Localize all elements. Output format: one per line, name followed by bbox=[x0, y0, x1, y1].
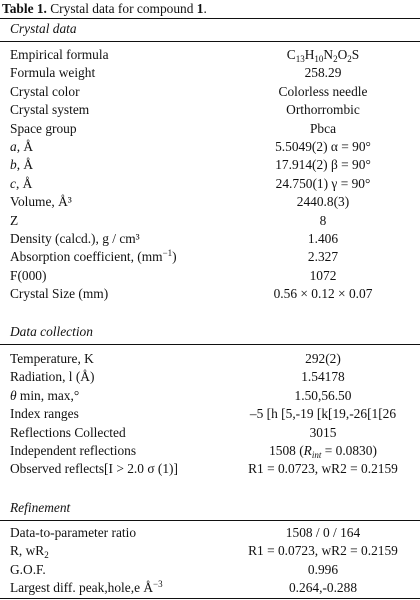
data-collection-label: Temperature, K bbox=[10, 351, 94, 366]
refinement-label: Largest diff. peak,hole,e $Å^{-3}$ bbox=[10, 579, 163, 596]
data-collection-row bbox=[0, 460, 420, 478]
refinement-value: 0.996 bbox=[307, 561, 339, 577]
refinement-label: G.O.F. bbox=[10, 561, 46, 577]
crystal-data-row bbox=[0, 175, 420, 193]
data-collection-value: R1 = 0.0723, wR2 = 0.2159 bbox=[248, 461, 398, 477]
crystal-data-label: Space group bbox=[10, 120, 77, 136]
crystal-data-value: Orthorrombic bbox=[286, 102, 360, 118]
crystal-data-value: 1072 bbox=[309, 267, 337, 283]
data-collection-row bbox=[0, 368, 420, 386]
data-collection-row bbox=[0, 424, 420, 442]
rule-collection bbox=[0, 344, 420, 345]
crystal-data-label: Density (calcd.), g / cm³ bbox=[10, 231, 140, 246]
crystal-data-row bbox=[0, 212, 420, 230]
crystal-data-label: Empirical formula bbox=[10, 47, 109, 62]
crystal-data-row bbox=[0, 46, 420, 64]
data-collection-value: 1.54178 bbox=[301, 369, 345, 385]
refinement-label: Data-to-parameter ratio bbox=[10, 525, 137, 540]
refinement-label: R, $wR_2$ bbox=[10, 543, 49, 561]
crystal-data-label: Z bbox=[10, 212, 19, 228]
data-collection-row bbox=[0, 442, 420, 460]
crystal-data-row bbox=[0, 83, 420, 101]
crystal-data-row bbox=[0, 64, 420, 82]
crystal-data-label: F(000) bbox=[10, 267, 47, 283]
crystal-data-row bbox=[0, 120, 420, 138]
crystal-data-row bbox=[0, 248, 420, 266]
refinement-value: R1 = 0.0723, wR2 = 0.2159 bbox=[248, 543, 398, 559]
caption-text: Crystal data for compound bbox=[46, 1, 197, 16]
crystal-data-value: 2440.8(3) bbox=[296, 194, 350, 210]
data-collection-label: Radiation, l (Å) bbox=[10, 369, 95, 385]
crystal-data-row bbox=[0, 267, 420, 285]
crystal-data-row bbox=[0, 193, 420, 211]
crystal-data-label: Crystal Size (mm) bbox=[10, 286, 109, 302]
crystal-data-label: Crystal system bbox=[10, 102, 90, 118]
data-collection-label: Index ranges bbox=[10, 406, 79, 422]
crystal-data-value: 24.750(1) γ = 90° bbox=[275, 175, 371, 191]
refinement-row bbox=[0, 524, 420, 542]
crystal-data-value: 17.914(2) β = 90° bbox=[275, 157, 371, 173]
data-collection-label: Observed reflects[I > 2.0 σ (1)] bbox=[10, 461, 178, 477]
crystal-data-label: Crystal color bbox=[10, 83, 80, 99]
crystal-data-label: Absorption coefficient, $(mm^{-1})$ bbox=[10, 248, 177, 265]
crystal-data-label: a, Å bbox=[10, 139, 34, 154]
crystal-data-row bbox=[0, 285, 420, 303]
crystal-data-value: 2.327 bbox=[307, 249, 339, 265]
crystal-data-value: Colorless needle bbox=[278, 83, 368, 99]
crystal-data-row bbox=[0, 138, 420, 156]
crystal-data-row bbox=[0, 156, 420, 174]
caption-compound: 1 bbox=[196, 1, 204, 16]
crystal-data-value: 1.406 bbox=[307, 231, 339, 246]
crystal-data-value: 8 bbox=[319, 212, 327, 228]
data-collection-value: 292(2) bbox=[305, 351, 341, 366]
rule-top bbox=[0, 18, 420, 19]
section-crystal-data: Crystal data bbox=[10, 21, 77, 36]
crystal-data-value: 258.29 bbox=[304, 65, 342, 81]
data-collection-value: 1.50,56.50 bbox=[294, 387, 352, 403]
data-collection-row bbox=[0, 405, 420, 423]
data-collection-value: 3015 bbox=[309, 424, 337, 440]
crystal-data-row bbox=[0, 101, 420, 119]
caption-end: . bbox=[203, 1, 207, 16]
data-collection-value: –5 [h [5,-19 [k[19,-26[1[26 bbox=[249, 406, 397, 422]
section-data-collection: Data collection bbox=[10, 324, 93, 339]
data-collection-label: Independent reflections bbox=[10, 443, 137, 458]
data-collection-row bbox=[0, 387, 420, 405]
crystal-data-value: 0.56 × 0.12 × 0.07 bbox=[273, 286, 373, 302]
refinement-value: 0.264,-0.288 bbox=[288, 580, 358, 596]
data-collection-value: 1508 $(R_{int} = 0.0830)$ bbox=[269, 443, 377, 460]
refinement-row bbox=[0, 579, 420, 597]
caption-bold: Table 1. bbox=[2, 1, 47, 16]
data-collection-row bbox=[0, 350, 420, 368]
refinement-row bbox=[0, 542, 420, 560]
data-collection-label: Reflections Collected bbox=[10, 424, 126, 440]
rule-refinement bbox=[0, 520, 420, 521]
crystal-data-label: Formula weight bbox=[10, 65, 96, 81]
crystal-data-row bbox=[0, 230, 420, 248]
rule-crystal bbox=[0, 41, 420, 42]
crystal-data-label: b, Å bbox=[10, 157, 34, 173]
crystal-data-label: c, Å bbox=[10, 175, 33, 191]
crystal-data-label: Volume, Å³ bbox=[10, 194, 72, 210]
crystal-data-value: $C_{13}H_{10}N_2O_2S$ bbox=[286, 47, 360, 64]
crystal-data-value: Pbca bbox=[309, 120, 337, 136]
refinement-row bbox=[0, 561, 420, 579]
rule-bottom bbox=[0, 598, 420, 599]
table-caption bbox=[2, 0, 207, 18]
section-refinement: Refinement bbox=[10, 500, 71, 515]
data-collection-label: θ min, max,° bbox=[10, 387, 80, 403]
refinement-value: 1508 / 0 / 164 bbox=[285, 525, 361, 540]
crystal-data-value: 5.5049(2) α = 90° bbox=[275, 139, 371, 154]
